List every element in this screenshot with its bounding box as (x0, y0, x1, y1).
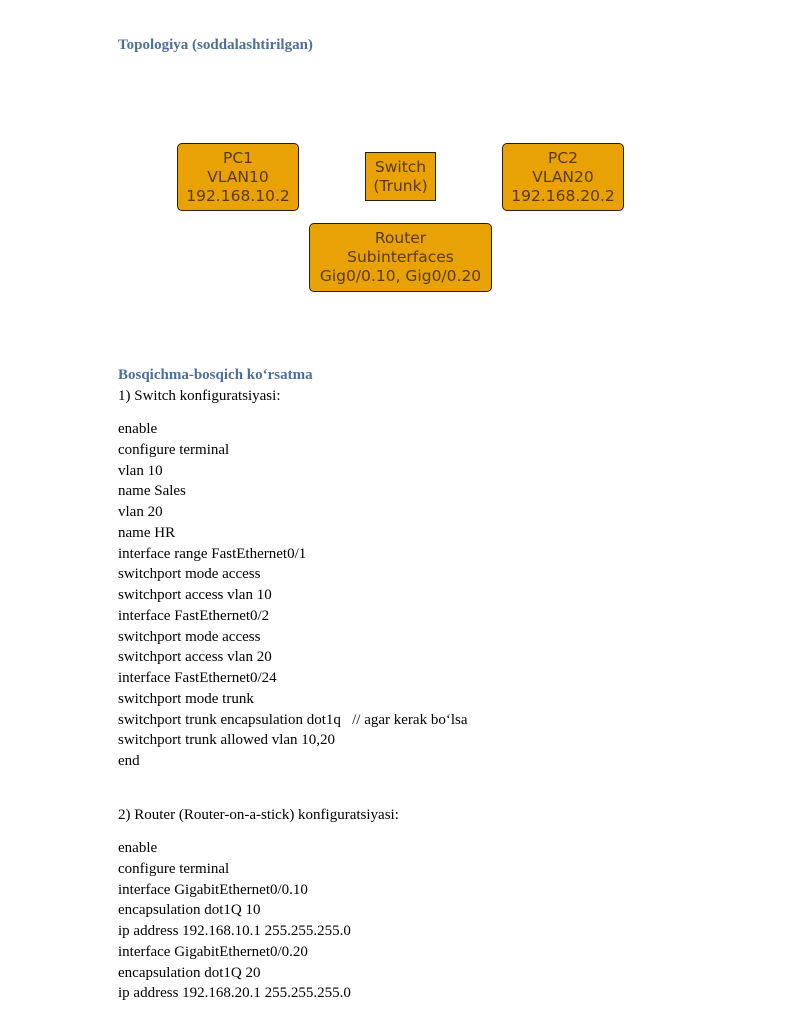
pc2-ip: 192.168.20.2 (511, 186, 615, 205)
command-line: interface FastEthernet0/24 (118, 670, 277, 686)
command-line: interface range FastEthernet0/1 (118, 545, 307, 562)
command-line: vlan 20 (118, 504, 163, 520)
pc1-node (177, 143, 299, 211)
switch-label: Switch (374, 157, 427, 176)
switch-mode: (Trunk) (373, 176, 428, 195)
command-line: switchport access vlan 10 (118, 587, 272, 603)
command-line: name HR (118, 524, 176, 541)
command-line: switchport trunk allowed vlan 10,20 (118, 732, 336, 749)
command-line: switchport mode access (118, 566, 261, 583)
step1-title: 1) Switch konfiguratsiyasi: (118, 388, 281, 404)
switch-node (365, 152, 436, 201)
command-line: configure terminal (118, 860, 230, 877)
command-line: switchport access vlan 20 (118, 649, 272, 666)
command-line: switchport mode trunk (118, 690, 254, 707)
command-line: encapsulation dot1Q 10 (118, 902, 261, 919)
command-line: end (118, 753, 140, 769)
pc2-label: PC2 (547, 148, 579, 167)
router-node (309, 223, 492, 292)
command-line: enable (118, 840, 158, 856)
switch-config-commands (118, 419, 468, 772)
topology-heading: Topologiya (soddalashtirilgan) (118, 37, 313, 53)
command-line: encapsulation dot1Q 20 (118, 964, 261, 981)
command-line: ip address 192.168.10.1 255.255.255.0 (118, 923, 351, 939)
guide-heading: Bosqichma-bosqich ko‘rsatma (118, 367, 313, 383)
command-line: switchport trunk encapsulation dot1q // agar kerak bo‘lsa (118, 711, 468, 728)
router-config-commands (118, 838, 351, 1004)
pc2-vlan: VLAN20 (532, 167, 594, 186)
command-line: switchport mode access (118, 628, 261, 645)
command-line: name Sales (118, 483, 186, 500)
pc2-node (502, 143, 624, 211)
pc1-ip: 192.168.10.2 (186, 186, 290, 205)
command-line: configure terminal (118, 441, 230, 458)
command-line: enable (118, 421, 158, 437)
command-line: interface FastEthernet0/2 (118, 607, 270, 624)
step2-title: 2) Router (Router-on-a-stick) konfiguratsiyasi: (118, 807, 399, 823)
command-line: interface GigabitEthernet0/0.20 (118, 943, 308, 960)
command-line: interface GigabitEthernet0/0.10 (118, 881, 308, 898)
pc1-label: PC1 (222, 148, 254, 167)
command-line: vlan 10 (118, 462, 163, 479)
router-interfaces: Gig0/0.10, Gig0/0.20 (319, 267, 482, 285)
router-subinterfaces: Subinterfaces (347, 248, 454, 266)
router-label: Router (374, 229, 427, 247)
command-line: ip address 192.168.20.1 255.255.255.0 (118, 985, 351, 1002)
pc1-vlan: VLAN10 (207, 167, 269, 186)
